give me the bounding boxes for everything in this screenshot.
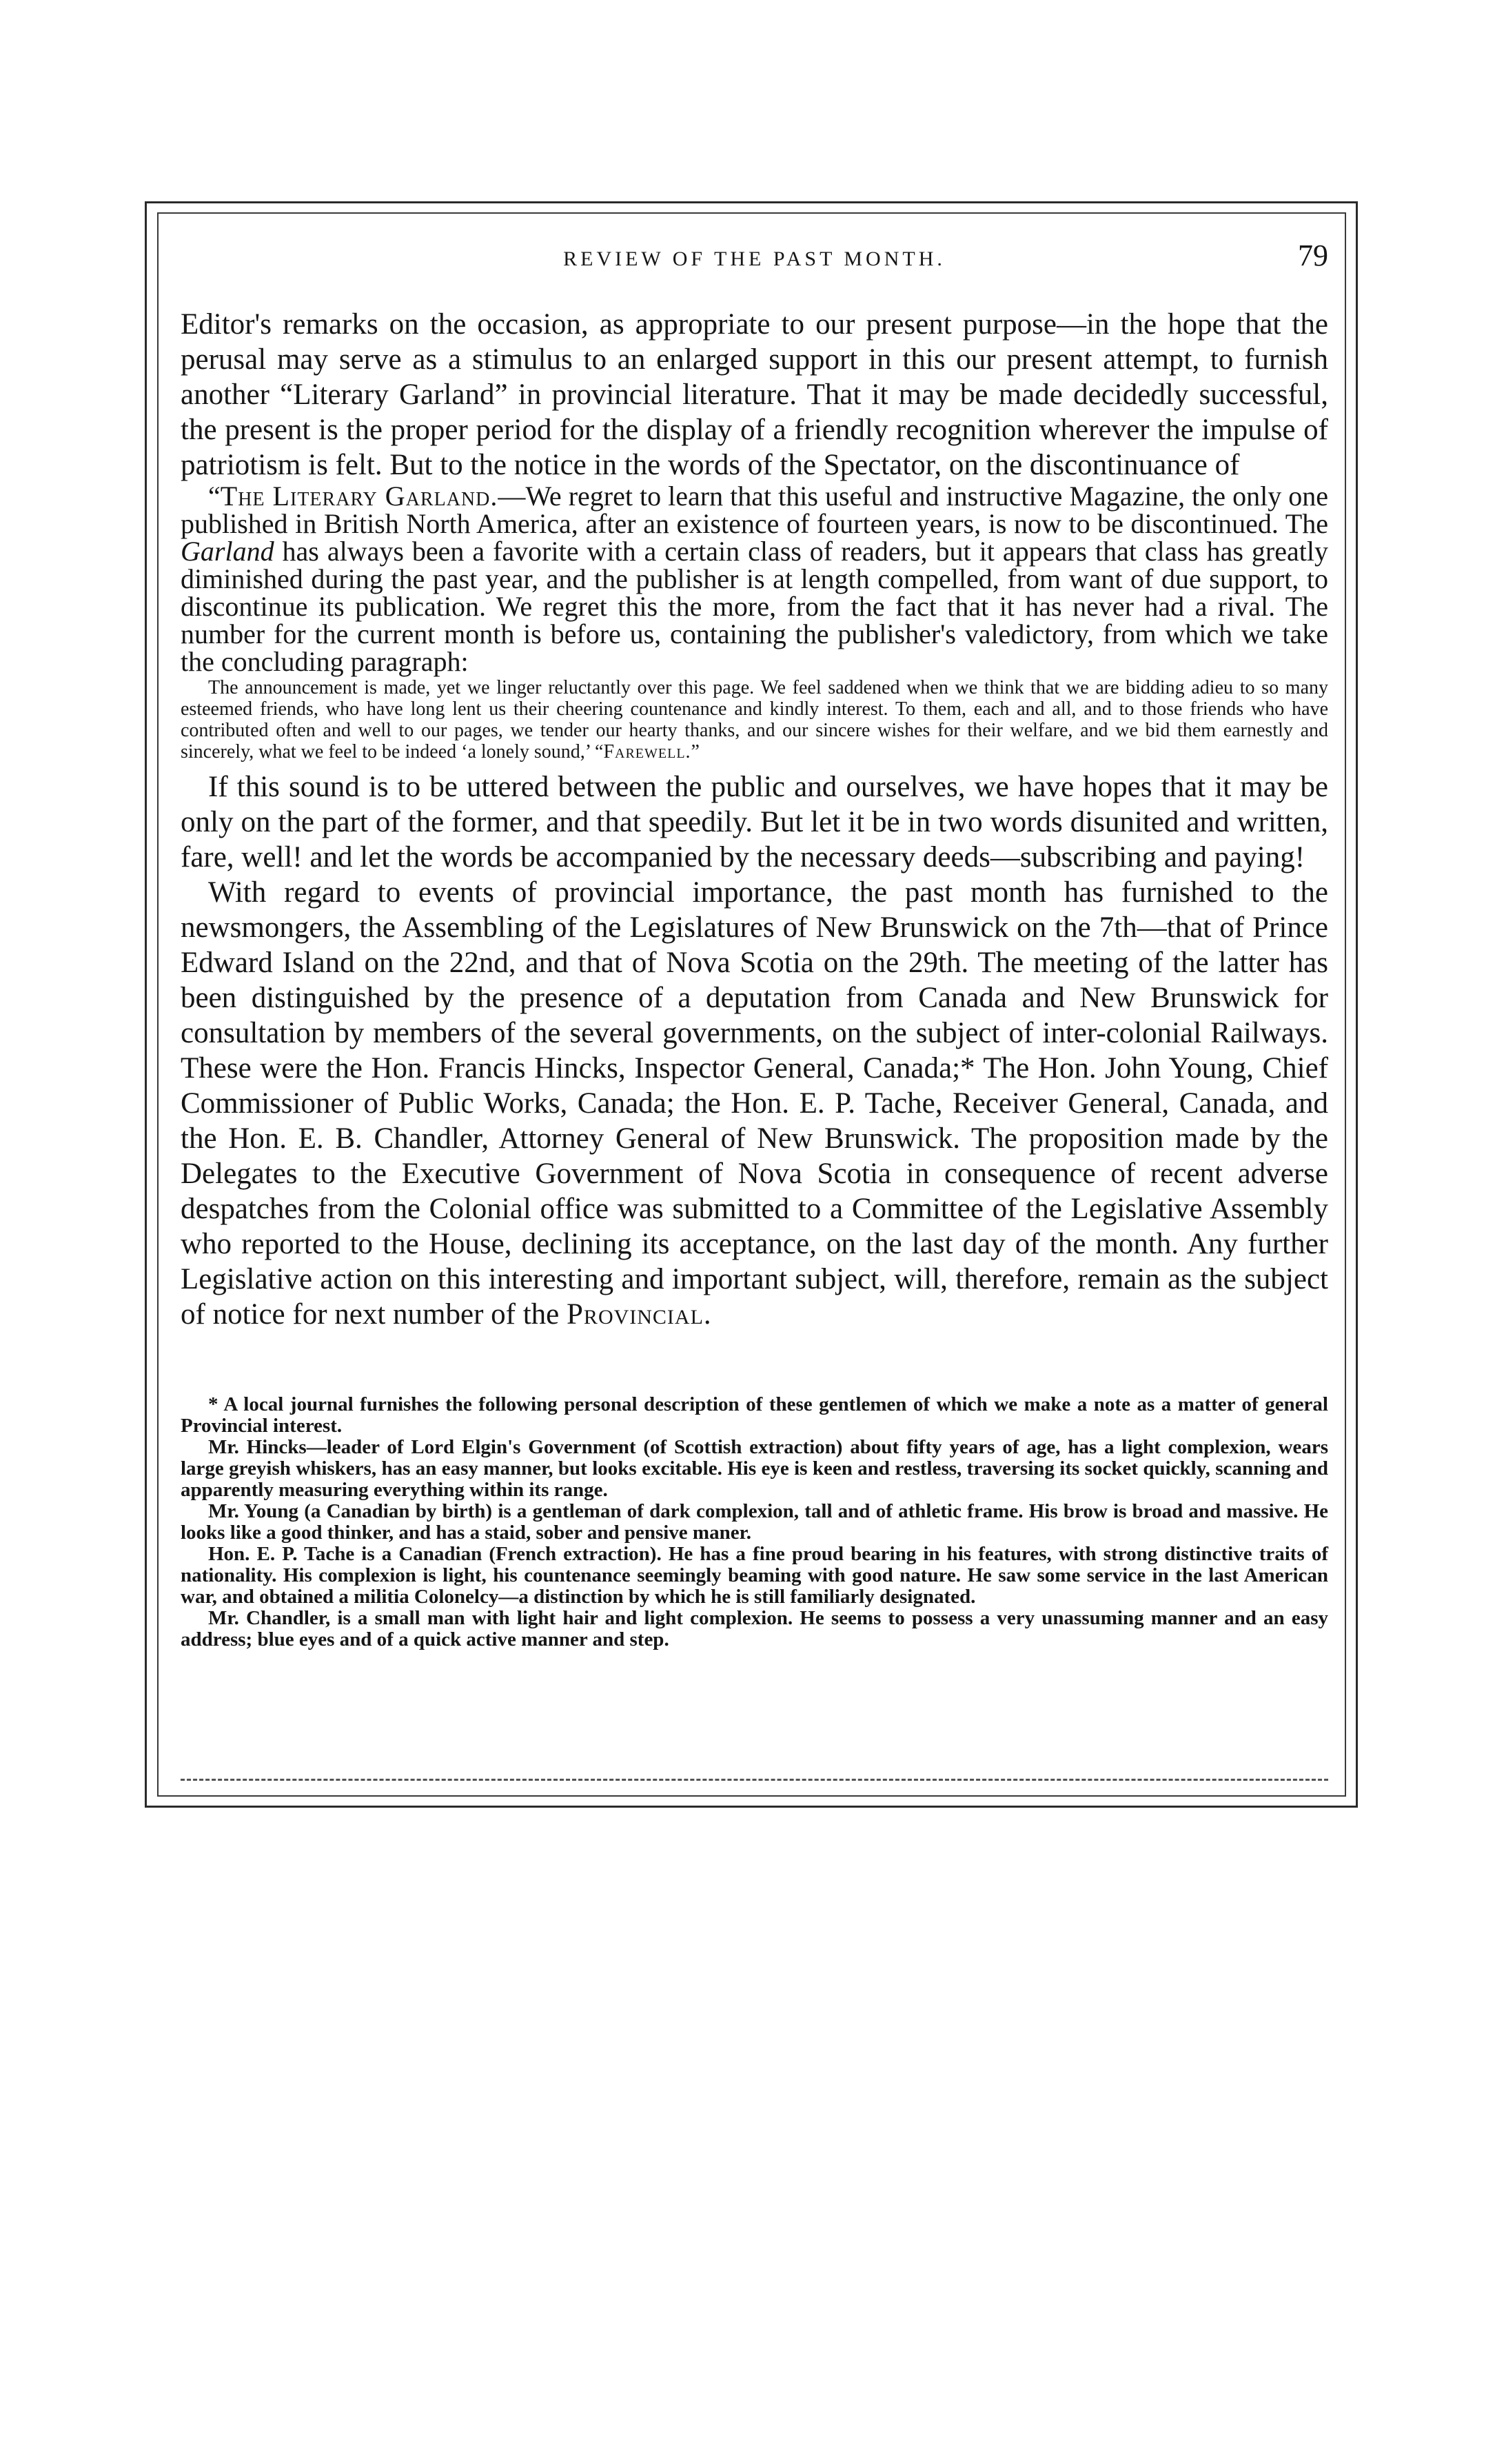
- footnote-hincks: Mr. Hincks—leader of Lord Elgin's Government (of Scottish extraction) about fifty years of age, has a light complexion, wears large greyish whiskers, has an easy manner, but looks excitable. His eye is keen and restless, traversing its socket quickly, scanning and apparently measuring everything within its range.: [181, 1436, 1328, 1501]
- footnote-intro: * A local journal furnishes the following personal description of these gentlemen of which we make a note as a matter of general Provincial interest.: [181, 1393, 1328, 1437]
- valedictory-paragraph: [181, 677, 1328, 763]
- page-content: [181, 238, 1328, 1650]
- page-header: [181, 238, 1328, 287]
- provincial-signoff: Provincial.: [567, 1298, 712, 1331]
- valedictory-text: The announcement is made, yet we linger reluctantly over this page. We feel saddened when we think that we are bidding adieu to so many esteemed friends, who have long lent us their cheering countenance and kindly interest. To them, each and all, and to those friends who have contributed often and well to our pages, we tender our hearty thanks, and our sincere wishes for their welfare, and we bid them earnestly and sincerely, what we feel to be indeed ‘a lonely sound,’ “: [181, 677, 1328, 763]
- quote-text-continued: has always been a favorite with a certain class of readers, but it appears that class has greatly diminished during the past year, and the publisher is at length compelled, from want of due support, to discontinue its publication. We regret this the more, from the fact that it has never had a rival. The number for the current month is before us, containing the publisher's valedictory, from which we take the concluding paragraph:: [181, 536, 1328, 677]
- spectator-quote: [181, 483, 1328, 676]
- provincial-events-text: With regard to events of provincial importance, the past month has furnished to the newsmongers, the Assembling of the Legislatures of New Brunswick on the 7th—that of Prince Edward Island on the 22nd, and that of Nova Scotia on the 29th. The meeting of the latter has been distinguished by the presence of a deputation from Canada and New Brunswick for consultation by members of the several governments, on the subject of inter-colonial Railways. These were the Hon. Francis Hincks, Inspector General, Canada;* The Hon. John Young, Chief Commissioner of Public Works, Canada; the Hon. E. P. Tache, Receiver General, Canada, and the Hon. E. B. Chandler, Attorney General of New Brunswick. The proposition made by the Delegates to the Executive Government of Nova Scotia in consequence of recent adverse despatches from the Colonial office was submitted to a Committee of the Legislative Assembly who reported to the House, declining its acceptance, on the last day of the month. Any further Legislative action on this interesting and important subject, will, therefore, remain as the subject of notice for next number of the: [181, 876, 1328, 1331]
- quote-text: —We regret to learn that this useful and instructive Magazine, the only one published in British North America, after an existence of fourteen years, is now to be discontinued. The: [181, 481, 1328, 539]
- paragraph-farewell: If this sound is to be uttered between the public and ourselves, we have hopes that it may be only on the part of the former, and that speedily. But let it be in two words disunited and written, fare, well! and let the words be accompanied by the necessary deeds—subscribing and paying!: [181, 771, 1328, 873]
- valedictory-farewell: Farewell.: [603, 741, 691, 763]
- page-number: 79: [1298, 239, 1328, 272]
- running-title: REVIEW OF THE PAST MONTH.: [563, 248, 946, 270]
- footnote-chandler: Mr. Chandler, is a small man with light hair and light complexion. He seems to possess a very unassuming manner and an easy address; blue eyes and of a quick active manner and step.: [181, 1607, 1328, 1650]
- paragraph-provincial-events: [181, 875, 1328, 1332]
- quote-title: The Literary Garland.: [220, 481, 498, 512]
- quote-italic-garland: Garland: [181, 536, 274, 567]
- valedictory-close-mark: ”: [691, 741, 700, 763]
- quote-open-mark: “: [208, 481, 221, 512]
- paragraph-editor-remarks: Editor's remarks on the occasion, as appropriate to our present purpose—in the hope that the perusal may serve as a stimulus to an enlarged support in this our present attempt, to furnish another “Literary Garland” in provincial literature. That it may be made decidedly successful, the present is the proper period for the display of a friendly recognition wherever the impulse of patriotism is felt. But to the notice in the words of the Spectator, on the discontinuance of: [181, 308, 1328, 481]
- bottom-dashed-rule: [181, 1779, 1328, 1781]
- footnote-tache: Hon. E. P. Tache is a Canadian (French extraction). He has a fine proud bearing in his features, with strong distinctive traits of nationality. His complexion is light, his countenance seemingly beaming with good nature. He saw some service in the last American war, and obtained a militia Colonelcy—a distinction by which he is still familiarly designated.: [181, 1543, 1328, 1608]
- footnote-young: Mr. Young (a Canadian by birth) is a gentleman of dark complexion, tall and of athletic frame. His brow is broad and massive. He looks like a good thinker, and has a staid, sober and pensive maner.: [181, 1500, 1328, 1544]
- footnotes: [181, 1394, 1328, 1650]
